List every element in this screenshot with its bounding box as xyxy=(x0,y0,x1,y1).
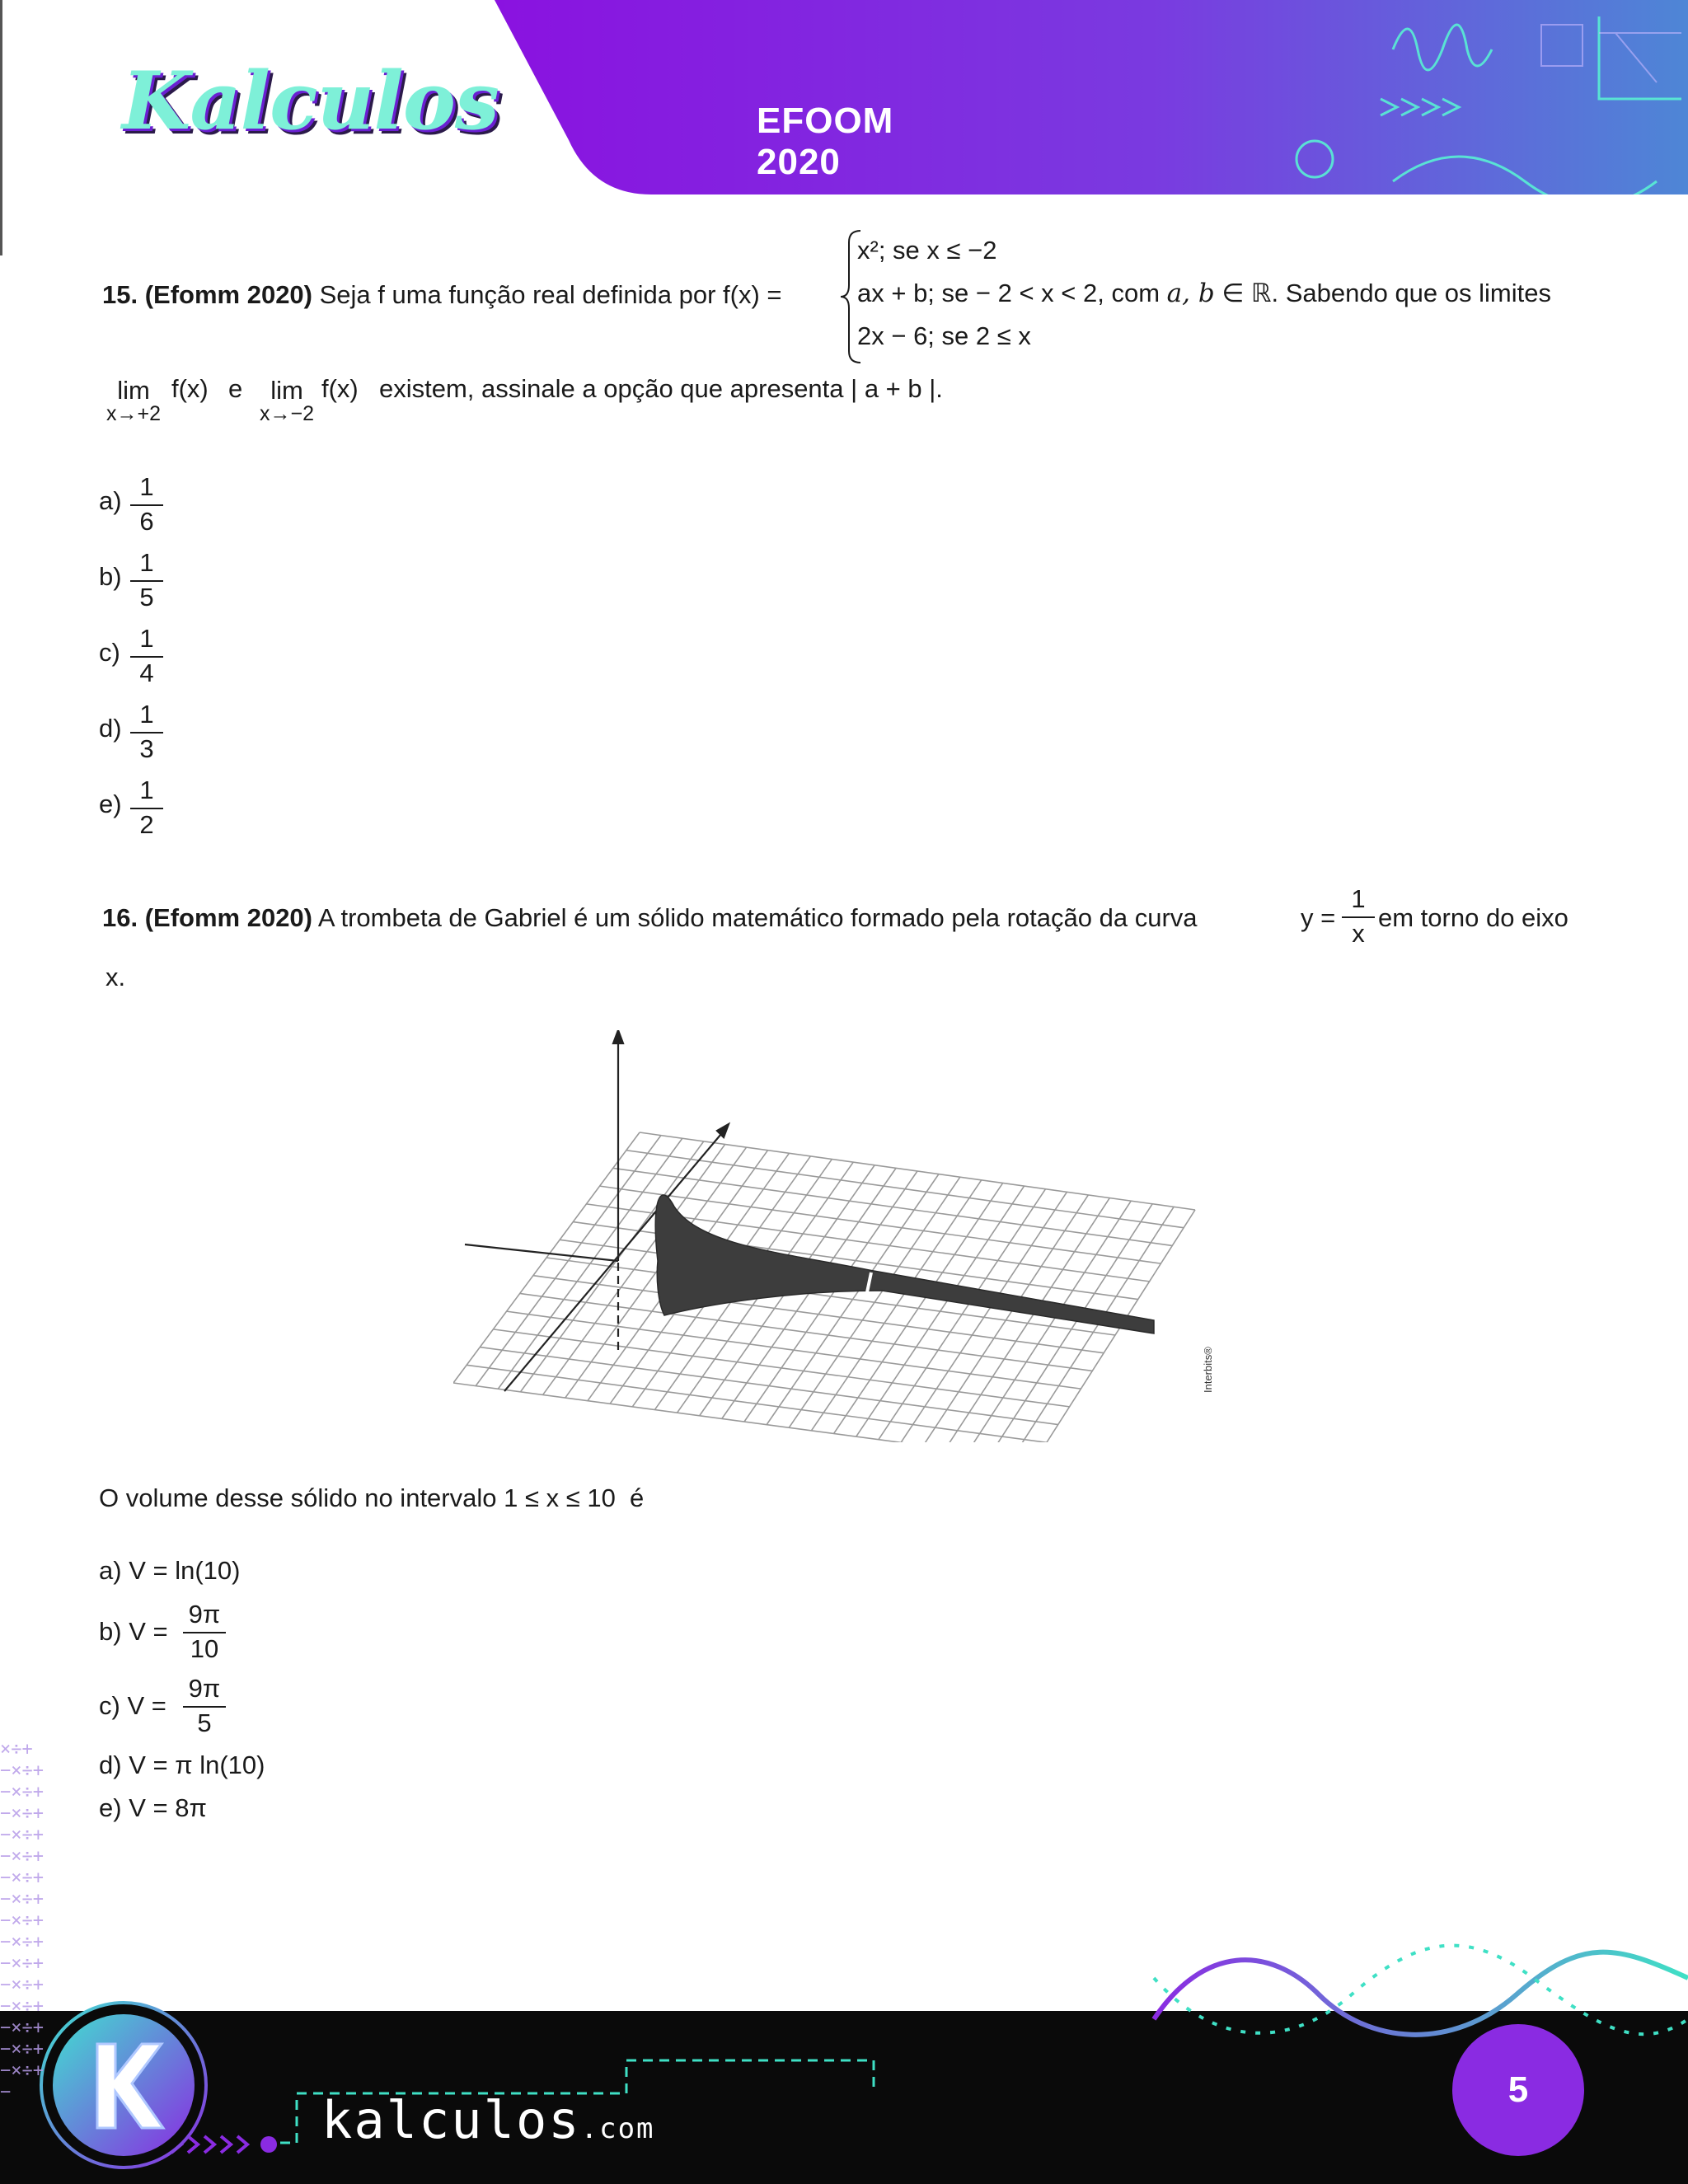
figure-axes xyxy=(465,1030,729,1391)
q15-option-c-frac xyxy=(130,623,163,689)
q16-option-d-letter: d) xyxy=(99,1750,122,1779)
q15-option-a-frac xyxy=(130,471,163,537)
q15-option-a[interactable]: a) xyxy=(99,486,122,515)
q16-statement-line1 xyxy=(102,902,1198,935)
q15-case-2 xyxy=(857,279,1551,308)
q16-curve-den: x xyxy=(1352,919,1365,948)
q16-option-d[interactable] xyxy=(99,1750,265,1780)
q16-question-end: é xyxy=(630,1483,645,1512)
footer-background xyxy=(0,1929,1688,2184)
q15-option-b-den: 5 xyxy=(139,583,154,612)
q15-option-d-num: 1 xyxy=(130,699,163,733)
q15-lim1-expr: f(x) xyxy=(171,374,209,403)
q15-lim1 xyxy=(101,376,166,426)
q16-text-wrap: x. xyxy=(106,963,126,991)
q15-intro: Seja f uma função real definida por xyxy=(312,280,724,309)
q16-curve-lhs: y = xyxy=(1301,903,1336,932)
kalculos-logo: Kalculos xyxy=(122,54,499,148)
q16-option-c-num: 9π xyxy=(183,1673,226,1708)
q16-interval: 1 ≤ x ≤ 10 xyxy=(504,1483,616,1512)
q15-option-d[interactable]: d) xyxy=(99,714,122,743)
q16-option-c-letter: c) xyxy=(99,1691,120,1720)
q16-option-b-den: 10 xyxy=(190,1634,219,1663)
q15-fx: f(x) = xyxy=(723,280,782,309)
q16-option-b-lhs: V = xyxy=(129,1617,168,1646)
q15-option-b-frac xyxy=(130,547,163,613)
q15-lim2 xyxy=(254,376,320,426)
q15-option-e[interactable]: e) xyxy=(99,790,122,818)
q16-curve-num: 1 xyxy=(1342,883,1375,918)
q15-case-2-text: ax + b; se − 2 < x < 2 xyxy=(857,279,1098,307)
q16-option-c-frac xyxy=(183,1673,226,1739)
q15-option-a-num: 1 xyxy=(130,471,163,506)
q16-text: A trombeta de Gabriel é um sólido matemático formado pela rotação da curva xyxy=(312,903,1198,932)
q15-and: e xyxy=(228,374,243,403)
q15-lim1-word: lim xyxy=(117,376,150,405)
q16-option-a[interactable] xyxy=(99,1556,240,1586)
q15-tail xyxy=(379,373,943,405)
q15-option-a-den: 6 xyxy=(139,507,154,536)
q15-option-d-den: 3 xyxy=(139,734,154,763)
q15-in-reals: ∈ ℝ. Sabendo que os limites xyxy=(1214,279,1551,307)
q15-case-1: x²; se x ≤ −2 xyxy=(857,236,997,265)
q16-text-end: em torno do eixo xyxy=(1378,903,1568,932)
q16-option-b-frac xyxy=(183,1599,226,1665)
q16-option-e[interactable] xyxy=(99,1793,207,1823)
horn-solid xyxy=(655,1195,1154,1333)
q16-option-d-expr: V = π ln(10) xyxy=(129,1750,265,1779)
figure-credit: Interbits® xyxy=(1202,1347,1214,1393)
q15-option-b[interactable]: b) xyxy=(99,562,122,591)
q16-option-a-expr: V = ln(10) xyxy=(129,1556,241,1585)
q16-question-text: O volume desse sólido no intervalo xyxy=(99,1483,497,1512)
q15-option-c-num: 1 xyxy=(130,623,163,658)
gabriels-horn-figure xyxy=(453,1030,1245,1442)
q16-option-b[interactable] xyxy=(99,1617,168,1647)
q15-option-e-num: 1 xyxy=(130,775,163,809)
q16-option-a-letter: a) xyxy=(99,1556,122,1585)
q15-option-b-num: 1 xyxy=(130,547,163,582)
q16-option-c[interactable] xyxy=(99,1691,166,1721)
page-number: 5 xyxy=(1452,2024,1584,2156)
left-margin-rule xyxy=(0,0,2,255)
q15-option-e-frac xyxy=(130,775,163,841)
site-name: kalculos xyxy=(321,2090,581,2150)
site-url[interactable] xyxy=(321,2090,655,2150)
q15-lim1-sub: x→+2 xyxy=(106,402,161,425)
q15-option-d-frac xyxy=(130,699,163,765)
x-axis-left xyxy=(465,1244,618,1261)
q16-option-c-lhs: V = xyxy=(127,1691,166,1720)
q15-option-c-den: 4 xyxy=(139,658,154,687)
q16-question xyxy=(99,1482,644,1515)
site-domain: .com xyxy=(580,2112,655,2145)
q16-label: 16. (Efomm 2020) xyxy=(102,903,312,932)
q16-option-e-expr: V = 8π xyxy=(129,1793,207,1822)
q15-option-c[interactable]: c) xyxy=(99,638,120,667)
q16-option-e-letter: e) xyxy=(99,1793,122,1822)
q15-lim2-sub: x→−2 xyxy=(259,402,314,425)
q15-statement-line1 xyxy=(102,279,782,312)
q15-option-e-den: 2 xyxy=(139,810,154,839)
z-axis-arrow xyxy=(613,1030,623,1043)
q15-lim2-word: lim xyxy=(270,376,303,405)
q15-after-cases: , com xyxy=(1097,279,1167,307)
q15-params: a, b xyxy=(1166,279,1215,308)
q15-case-3: 2x − 6; se 2 ≤ x xyxy=(857,321,1031,350)
q16-option-c-den: 5 xyxy=(197,1708,212,1737)
q15-label: 15. (Efomm 2020) xyxy=(102,280,312,309)
math-symbols-decoration: ×÷+−×÷+−×÷+−×÷+−×÷+−×÷+−×÷+−×÷+−×÷+−×÷+−×÷+−×÷+−×÷+−×÷+−×÷+−×÷+− xyxy=(0,1739,44,2102)
q15-tail-text: existem, assinale a opção que apresenta xyxy=(379,374,844,403)
q15-abs-expr: | a + b |. xyxy=(851,374,943,403)
page-title: EFOOM 2020 xyxy=(757,101,894,182)
q16-option-b-num: 9π xyxy=(183,1599,226,1633)
y-axis-arrow xyxy=(717,1124,729,1137)
q16-option-b-letter: b) xyxy=(99,1617,122,1646)
q15-lim2-expr: f(x) xyxy=(321,374,359,403)
q16-curve-frac xyxy=(1342,883,1375,949)
page-header xyxy=(0,0,1688,194)
